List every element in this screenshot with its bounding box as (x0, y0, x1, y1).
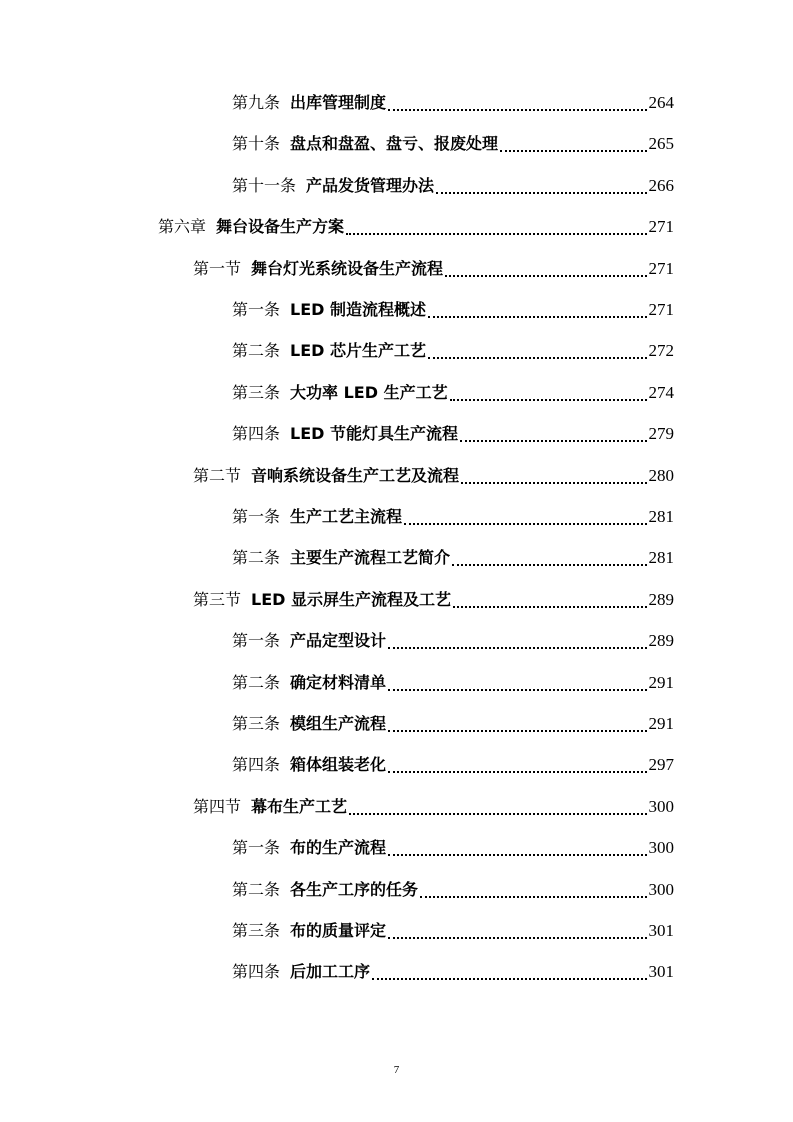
toc-entry[interactable] (158, 214, 674, 238)
toc-entry-title: 确定材料清单 (290, 672, 387, 692)
toc-entry-page: 281 (648, 548, 674, 568)
toc-dot-leader (388, 712, 646, 732)
toc-dot-leader (450, 381, 647, 401)
toc-entry-number: 第四节 (193, 796, 242, 816)
toc-entry-page: 289 (648, 589, 674, 609)
toc-dot-leader (436, 174, 646, 194)
toc-entry[interactable] (193, 463, 674, 487)
toc-entry-page: 279 (648, 424, 674, 444)
toc-entry[interactable] (193, 794, 674, 818)
toc-entry-title: 主要生产流程工艺简介 (290, 548, 451, 568)
toc-entry-number: 第二条 (232, 672, 281, 692)
toc-entry[interactable] (232, 421, 674, 445)
toc-entry[interactable] (232, 835, 674, 859)
toc-entry-number: 第二节 (193, 465, 242, 485)
toc-entry-page: 291 (648, 714, 674, 733)
toc-entry-number: 第三条 (232, 714, 281, 733)
toc-dot-leader (349, 795, 646, 815)
toc-dot-leader (404, 505, 646, 525)
toc-entry-title: 产品发货管理办法 (306, 175, 435, 195)
toc-entry-page: 271 (648, 217, 674, 237)
toc-entry[interactable] (193, 256, 674, 280)
toc-entry-number: 第二条 (232, 341, 281, 361)
toc-entry-number: 第四条 (232, 424, 281, 444)
toc-entry-number: 第十一条 (232, 175, 297, 195)
toc-entry-title: LED 显示屏生产流程及工艺 (251, 589, 451, 609)
toc-entry[interactable] (232, 297, 674, 321)
toc-entry-title: LED 芯片生产工艺 (290, 341, 426, 361)
toc-entry-title: 音响系统设备生产工艺及流程 (251, 465, 460, 485)
toc-entry[interactable] (232, 504, 674, 528)
toc-entry[interactable] (232, 131, 674, 155)
toc-entry-page: 291 (648, 672, 674, 692)
toc-entry-page: 289 (648, 631, 674, 651)
toc-entry[interactable] (232, 670, 674, 694)
toc-entry-title: 生产工艺主流程 (290, 507, 403, 526)
toc-entry[interactable] (232, 959, 674, 983)
toc-entry-page: 301 (648, 962, 674, 982)
toc-entry-page: 281 (648, 507, 674, 526)
toc-dot-leader (388, 671, 646, 691)
toc-entry-title: 后加工工序 (290, 962, 371, 982)
toc-entry-number: 第一条 (232, 631, 281, 651)
toc-entry-number: 第三条 (232, 382, 281, 402)
toc-entry[interactable] (232, 90, 674, 114)
toc-entry-page: 271 (648, 300, 674, 319)
toc-entry-number: 第一节 (193, 258, 242, 278)
toc-entry[interactable] (232, 877, 674, 901)
toc-entry-number: 第六章 (158, 217, 207, 237)
toc-entry-page: 300 (648, 838, 674, 858)
toc-dot-leader (428, 339, 647, 359)
toc-entry[interactable] (232, 173, 674, 197)
toc-entry-title: LED 制造流程概述 (290, 300, 426, 319)
toc-entry-number: 第三节 (193, 589, 242, 609)
toc-entry-title: 各生产工序的任务 (290, 879, 419, 899)
toc-entry-title: 大功率 LED 生产工艺 (290, 382, 448, 402)
toc-dot-leader (461, 464, 646, 484)
toc-entry-title: 舞台设备生产方案 (216, 217, 345, 237)
toc-entry-number: 第四条 (232, 755, 281, 775)
toc-entry-page: 265 (648, 134, 674, 154)
toc-dot-leader (420, 878, 646, 898)
toc-dot-leader (388, 629, 646, 649)
toc-entry-number: 第四条 (232, 962, 281, 982)
toc-entry-page: 274 (648, 382, 674, 402)
toc-entry-page: 271 (648, 258, 674, 278)
toc-entry[interactable] (232, 338, 674, 362)
toc-dot-leader (500, 132, 646, 152)
toc-entry-number: 第一条 (232, 838, 281, 858)
toc-entry-title: 模组生产流程 (290, 714, 387, 733)
toc-entry-number: 第二条 (232, 879, 281, 899)
toc-entry-title: 布的质量评定 (290, 921, 387, 940)
toc-dot-leader (388, 836, 646, 856)
toc-entry[interactable] (232, 711, 674, 735)
toc-entry-number: 第九条 (232, 93, 281, 112)
toc-entry[interactable] (232, 380, 674, 404)
toc-dot-leader (346, 215, 646, 235)
toc-entry-page: 297 (648, 755, 674, 775)
toc-entry-number: 第一条 (232, 507, 281, 526)
toc-entry-number: 第一条 (232, 300, 281, 319)
toc-entry-title: 出库管理制度 (290, 93, 387, 112)
toc-dot-leader (388, 919, 646, 939)
toc-entry-page: 301 (648, 921, 674, 940)
toc-entry-page: 264 (648, 93, 674, 112)
toc-entry-number: 第三条 (232, 921, 281, 940)
toc-entry-title: 幕布生产工艺 (251, 796, 348, 816)
toc-entry-number: 第十条 (232, 134, 281, 154)
toc-entry-title: 箱体组装老化 (290, 755, 387, 775)
toc-entry[interactable] (232, 918, 674, 942)
toc-dot-leader (372, 960, 646, 980)
toc-dot-leader (453, 588, 647, 608)
toc-entry[interactable] (193, 587, 674, 611)
toc-entry-page: 280 (648, 465, 674, 485)
toc-dot-leader (445, 257, 646, 277)
toc-dot-leader (428, 298, 647, 318)
toc-dot-leader (452, 546, 646, 566)
toc-entry[interactable] (232, 628, 674, 652)
toc-dot-leader (388, 91, 646, 111)
toc-entry-title: 产品定型设计 (290, 631, 387, 651)
toc-entry-title: 布的生产流程 (290, 838, 387, 858)
toc-entry-page: 300 (648, 879, 674, 899)
toc-entry-page: 266 (648, 175, 674, 195)
toc-dot-leader (388, 753, 646, 773)
toc-entry-page: 300 (648, 796, 674, 816)
toc-entry-title: 盘点和盘盈、盘亏、报废处理 (290, 134, 499, 154)
toc-entry-title: LED 节能灯具生产流程 (290, 424, 458, 444)
toc-dot-leader (460, 422, 647, 442)
page-number: 7 (393, 1064, 400, 1076)
toc-entry-title: 舞台灯光系统设备生产流程 (251, 258, 444, 278)
toc-entry-page: 272 (648, 341, 674, 361)
toc-entry-number: 第二条 (232, 548, 281, 568)
toc-entry[interactable] (232, 752, 674, 776)
toc-entry[interactable] (232, 545, 674, 569)
